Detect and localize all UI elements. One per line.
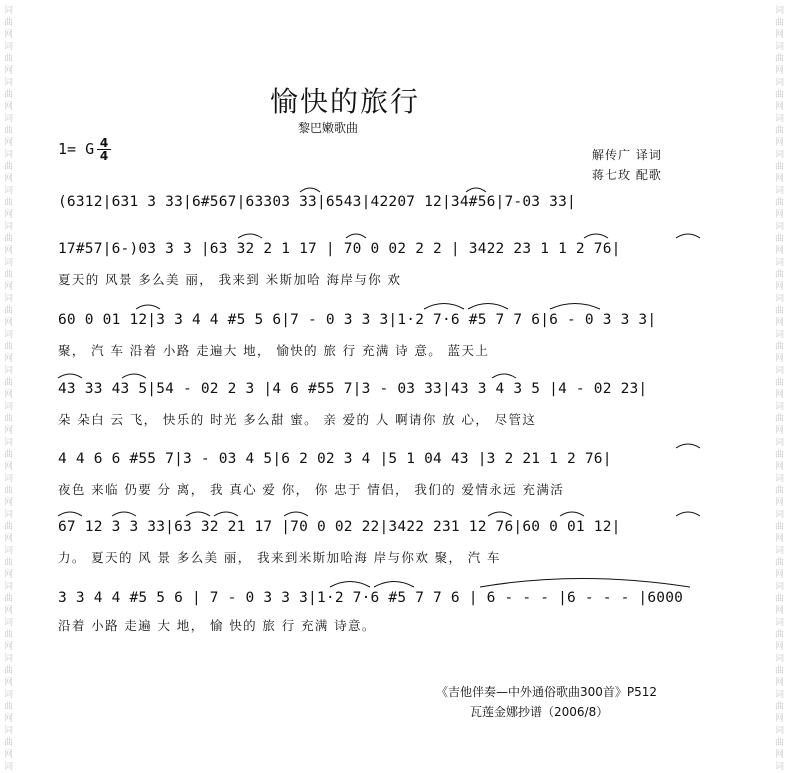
watermark-glyph: 网 bbox=[775, 498, 785, 508]
slur-mark bbox=[488, 512, 512, 516]
watermark-glyph: 词 bbox=[775, 546, 785, 556]
watermark-glyph: 词 bbox=[4, 222, 14, 232]
slur-mark bbox=[238, 234, 262, 238]
slur-mark bbox=[122, 374, 146, 378]
watermark-glyph: 曲 bbox=[4, 18, 14, 28]
lyrics-row-5: 夜色 来临 仍要 分 离， 我 真心 爱 你， 你 忠于 情侣， 我们的 爱情永远 充满活 bbox=[58, 482, 565, 497]
watermark-glyph: 曲 bbox=[4, 198, 14, 208]
watermark-glyph: 曲 bbox=[775, 450, 785, 460]
watermark-glyph: 网 bbox=[4, 678, 14, 688]
time-signature bbox=[97, 137, 111, 162]
copyist-credit: 瓦莲金娜抄谱（2006/8） bbox=[470, 705, 609, 719]
watermark-glyph: 曲 bbox=[4, 306, 14, 316]
watermark-glyph: 网 bbox=[775, 462, 785, 472]
watermark-glyph: 词 bbox=[775, 438, 785, 448]
watermark-glyph: 曲 bbox=[775, 414, 785, 424]
song-subtitle: 黎巴嫩歌曲 bbox=[298, 121, 359, 135]
lyrics-row-2: 夏天的 风景 多么美 丽， 我来到 米斯加哈 海岸与你 欢 bbox=[58, 272, 402, 287]
watermark-glyph: 网 bbox=[4, 66, 14, 76]
watermark-glyph: 网 bbox=[775, 534, 785, 544]
watermark-glyph: 词 bbox=[775, 618, 785, 628]
watermark-glyph: 曲 bbox=[4, 414, 14, 424]
song-title: 愉快的旅行 bbox=[270, 85, 421, 118]
watermark-glyph: 词 bbox=[775, 762, 785, 772]
watermark-glyph: 网 bbox=[4, 426, 14, 436]
watermark-glyph: 曲 bbox=[775, 522, 785, 532]
watermark-glyph: 词 bbox=[775, 402, 785, 412]
watermark-glyph: 网 bbox=[4, 138, 14, 148]
watermark-glyph: 曲 bbox=[4, 90, 14, 100]
watermark-glyph: 词 bbox=[4, 114, 14, 124]
watermark-glyph: 词 bbox=[775, 294, 785, 304]
time-signature-bottom: 4 bbox=[97, 149, 111, 162]
watermark-glyph: 网 bbox=[775, 714, 785, 724]
watermark-glyph: 词 bbox=[4, 402, 14, 412]
notation-row-7: 3 3 4 4 #5 5 6 | 7 - 0 3 3 3|1·2 7·6 #5 7 7 6 | 6 - - - |6 - - - |6000 bbox=[58, 590, 684, 606]
slur-mark bbox=[480, 579, 690, 588]
watermark-glyph: 网 bbox=[4, 318, 14, 328]
watermark-glyph: 曲 bbox=[4, 522, 14, 532]
slur-mark bbox=[584, 234, 608, 238]
slur-mark bbox=[374, 582, 414, 588]
notation-row-6: 67 12 3 3 33|63 32 21 17 |70 0 02 22|3422 231 12 76|60 0 01 12| bbox=[58, 519, 621, 535]
watermark-glyph: 词 bbox=[775, 366, 785, 376]
watermark-glyph: 曲 bbox=[775, 486, 785, 496]
watermark-glyph: 曲 bbox=[4, 486, 14, 496]
slur-mark bbox=[676, 512, 700, 516]
watermark-glyph: 曲 bbox=[775, 630, 785, 640]
watermark-glyph: 词 bbox=[4, 438, 14, 448]
watermark-glyph: 曲 bbox=[775, 378, 785, 388]
notation-row-3: 60 0 01 12|3 3 4 4 #5 5 6|7 - 0 3 3 3|1·2 7·6 #5 7 7 6|6 - 0 3 3 3| bbox=[58, 312, 657, 328]
watermark-glyph: 网 bbox=[775, 246, 785, 256]
slur-mark bbox=[424, 304, 464, 310]
watermark-glyph: 网 bbox=[775, 138, 785, 148]
watermark-glyph: 词 bbox=[4, 42, 14, 52]
watermark-glyph: 曲 bbox=[775, 18, 785, 28]
slur-mark bbox=[466, 188, 486, 192]
watermark-glyph: 词 bbox=[4, 474, 14, 484]
watermark-glyph: 曲 bbox=[4, 162, 14, 172]
watermark-glyph: 网 bbox=[775, 678, 785, 688]
watermark-glyph: 词 bbox=[4, 150, 14, 160]
watermark-glyph: 网 bbox=[775, 30, 785, 40]
watermark-glyph: 词 bbox=[775, 114, 785, 124]
slur-mark bbox=[136, 305, 160, 309]
watermark-glyph: 词 bbox=[4, 762, 14, 772]
watermark-glyph: 词 bbox=[775, 654, 785, 664]
watermark-glyph: 曲 bbox=[4, 594, 14, 604]
watermark-glyph: 网 bbox=[4, 282, 14, 292]
slur-mark bbox=[214, 512, 238, 516]
lyrics-row-6: 力。 夏天的 风 景 多么美 丽， 我来到米斯加哈海 岸与你欢 聚， 汽 车 bbox=[58, 550, 501, 565]
watermark-glyph: 网 bbox=[4, 642, 14, 652]
watermark-glyph: 网 bbox=[4, 534, 14, 544]
slur-mark bbox=[550, 304, 600, 310]
watermark-glyph: 网 bbox=[775, 210, 785, 220]
slur-mark bbox=[58, 512, 82, 516]
watermark-glyph: 词 bbox=[775, 42, 785, 52]
watermark-glyph: 曲 bbox=[775, 558, 785, 568]
watermark-glyph: 网 bbox=[4, 102, 14, 112]
watermark-glyph: 网 bbox=[775, 66, 785, 76]
watermark-glyph: 曲 bbox=[775, 342, 785, 352]
watermark-glyph: 网 bbox=[4, 30, 14, 40]
watermark-glyph: 词 bbox=[4, 726, 14, 736]
watermark-glyph: 曲 bbox=[4, 450, 14, 460]
time-signature-top: 4 bbox=[99, 136, 109, 150]
slur-mark bbox=[300, 188, 320, 192]
watermark-glyph: 曲 bbox=[4, 702, 14, 712]
watermark-glyph: 网 bbox=[775, 174, 785, 184]
notation-row-4: 43 33 43 5|54 - 02 2 3 |4 6 #55 7|3 - 03 33|43 3 4 3 5 |4 - 02 23| bbox=[58, 381, 648, 397]
watermark-glyph: 曲 bbox=[775, 702, 785, 712]
lyricist-credit: 解传广 译词 bbox=[592, 148, 662, 162]
watermark-glyph: 词 bbox=[4, 654, 14, 664]
watermark-glyph: 词 bbox=[775, 222, 785, 232]
watermark-glyph: 词 bbox=[775, 690, 785, 700]
watermark-glyph: 词 bbox=[4, 618, 14, 628]
watermark-glyph: 曲 bbox=[775, 270, 785, 280]
watermark-glyph: 曲 bbox=[4, 558, 14, 568]
watermark-glyph: 词 bbox=[775, 330, 785, 340]
watermark-glyph: 网 bbox=[775, 750, 785, 760]
watermark-glyph: 曲 bbox=[775, 306, 785, 316]
slur-mark bbox=[492, 374, 516, 378]
watermark-glyph: 曲 bbox=[775, 90, 785, 100]
watermark-glyph: 网 bbox=[4, 570, 14, 580]
watermark-glyph: 词 bbox=[775, 258, 785, 268]
watermark-glyph: 词 bbox=[4, 366, 14, 376]
watermark-glyph: 曲 bbox=[4, 630, 14, 640]
watermark-glyph: 网 bbox=[4, 462, 14, 472]
watermark-glyph: 词 bbox=[775, 186, 785, 196]
watermark-glyph: 网 bbox=[4, 714, 14, 724]
watermark-glyph: 网 bbox=[4, 210, 14, 220]
watermark-glyph: 网 bbox=[4, 606, 14, 616]
watermark-glyph: 词 bbox=[4, 258, 14, 268]
watermark-glyph: 曲 bbox=[4, 126, 14, 136]
watermark-glyph: 网 bbox=[4, 354, 14, 364]
watermark-glyph: 词 bbox=[4, 6, 14, 16]
slur-mark bbox=[468, 304, 508, 310]
lyrics-row-7: 沿着 小路 走遍 大 地， 愉 快的 旅 行 充满 诗意。 bbox=[58, 618, 376, 633]
watermark-glyph: 网 bbox=[4, 498, 14, 508]
watermark-glyph: 词 bbox=[775, 582, 785, 592]
watermark-glyph: 曲 bbox=[775, 594, 785, 604]
watermark-glyph: 曲 bbox=[4, 666, 14, 676]
slur-mark bbox=[186, 512, 210, 516]
slur-mark bbox=[676, 234, 700, 238]
slur-mark bbox=[560, 512, 584, 516]
source-citation: 《吉他伴奏—中外通俗歌曲300首》P512 bbox=[436, 685, 658, 699]
left-watermark-strip bbox=[2, 0, 20, 772]
watermark-glyph: 词 bbox=[4, 510, 14, 520]
watermark-glyph: 词 bbox=[4, 330, 14, 340]
watermark-glyph: 网 bbox=[775, 426, 785, 436]
watermark-glyph: 网 bbox=[4, 750, 14, 760]
arranger-credit: 蒋七玫 配歌 bbox=[592, 168, 662, 182]
watermark-glyph: 词 bbox=[4, 186, 14, 196]
watermark-glyph: 网 bbox=[775, 606, 785, 616]
watermark-glyph: 曲 bbox=[4, 738, 14, 748]
watermark-glyph: 网 bbox=[775, 354, 785, 364]
watermark-glyph: 曲 bbox=[775, 126, 785, 136]
right-watermark-strip bbox=[773, 0, 789, 772]
watermark-glyph: 网 bbox=[775, 390, 785, 400]
watermark-glyph: 曲 bbox=[4, 234, 14, 244]
slur-mark bbox=[676, 444, 700, 448]
watermark-glyph: 网 bbox=[775, 282, 785, 292]
watermark-glyph: 网 bbox=[775, 642, 785, 652]
watermark-glyph: 曲 bbox=[4, 378, 14, 388]
watermark-glyph: 词 bbox=[775, 510, 785, 520]
watermark-glyph: 词 bbox=[775, 726, 785, 736]
watermark-glyph: 网 bbox=[775, 318, 785, 328]
slur-mark bbox=[58, 374, 82, 378]
watermark-glyph: 曲 bbox=[775, 666, 785, 676]
watermark-glyph: 词 bbox=[4, 690, 14, 700]
watermark-glyph: 曲 bbox=[775, 162, 785, 172]
notation-row-2: 17#57|6-)03 3 3 |63 32 2 1 17 | 70 0 02 2 2 | 3422 23 1 1 2 76| bbox=[58, 241, 621, 257]
slur-mark bbox=[284, 512, 308, 516]
watermark-glyph: 词 bbox=[4, 546, 14, 556]
slur-mark bbox=[112, 512, 136, 516]
watermark-glyph: 网 bbox=[775, 570, 785, 580]
watermark-glyph: 曲 bbox=[775, 738, 785, 748]
watermark-glyph: 曲 bbox=[775, 198, 785, 208]
watermark-glyph: 词 bbox=[775, 6, 785, 16]
watermark-glyph: 曲 bbox=[4, 54, 14, 64]
watermark-glyph: 曲 bbox=[775, 54, 785, 64]
watermark-glyph: 词 bbox=[4, 78, 14, 88]
lyrics-row-4: 朵 朵白 云 飞， 快乐的 时光 多么甜 蜜。 亲 爱的 人 啊请你 放 心， 尽管这 bbox=[58, 412, 537, 427]
slur-mark bbox=[346, 234, 366, 238]
watermark-glyph: 词 bbox=[4, 294, 14, 304]
key-signature: 1= G bbox=[58, 140, 95, 158]
watermark-glyph: 曲 bbox=[775, 234, 785, 244]
watermark-glyph: 网 bbox=[4, 246, 14, 256]
watermark-glyph: 网 bbox=[4, 390, 14, 400]
watermark-glyph: 词 bbox=[775, 150, 785, 160]
watermark-glyph: 网 bbox=[775, 102, 785, 112]
watermark-glyph: 网 bbox=[4, 174, 14, 184]
watermark-glyph: 词 bbox=[4, 582, 14, 592]
slur-mark bbox=[330, 582, 370, 588]
lyrics-row-3: 聚， 汽 车 沿着 小路 走遍大 地， 愉快的 旅 行 充满 诗 意。 蓝天上 bbox=[58, 343, 490, 358]
watermark-glyph: 词 bbox=[775, 474, 785, 484]
watermark-glyph: 词 bbox=[775, 78, 785, 88]
watermark-glyph: 曲 bbox=[4, 270, 14, 280]
notation-row-5: 4 4 6 6 #55 7|3 - 03 4 5|6 2 02 3 4 |5 1 04 43 |3 2 21 1 2 76| bbox=[58, 451, 612, 467]
notation-row-1: (6312|631 3 33|6#567|63303 33|6543|42207 12|34#56|7-03 33| bbox=[58, 194, 576, 210]
watermark-glyph: 曲 bbox=[4, 342, 14, 352]
